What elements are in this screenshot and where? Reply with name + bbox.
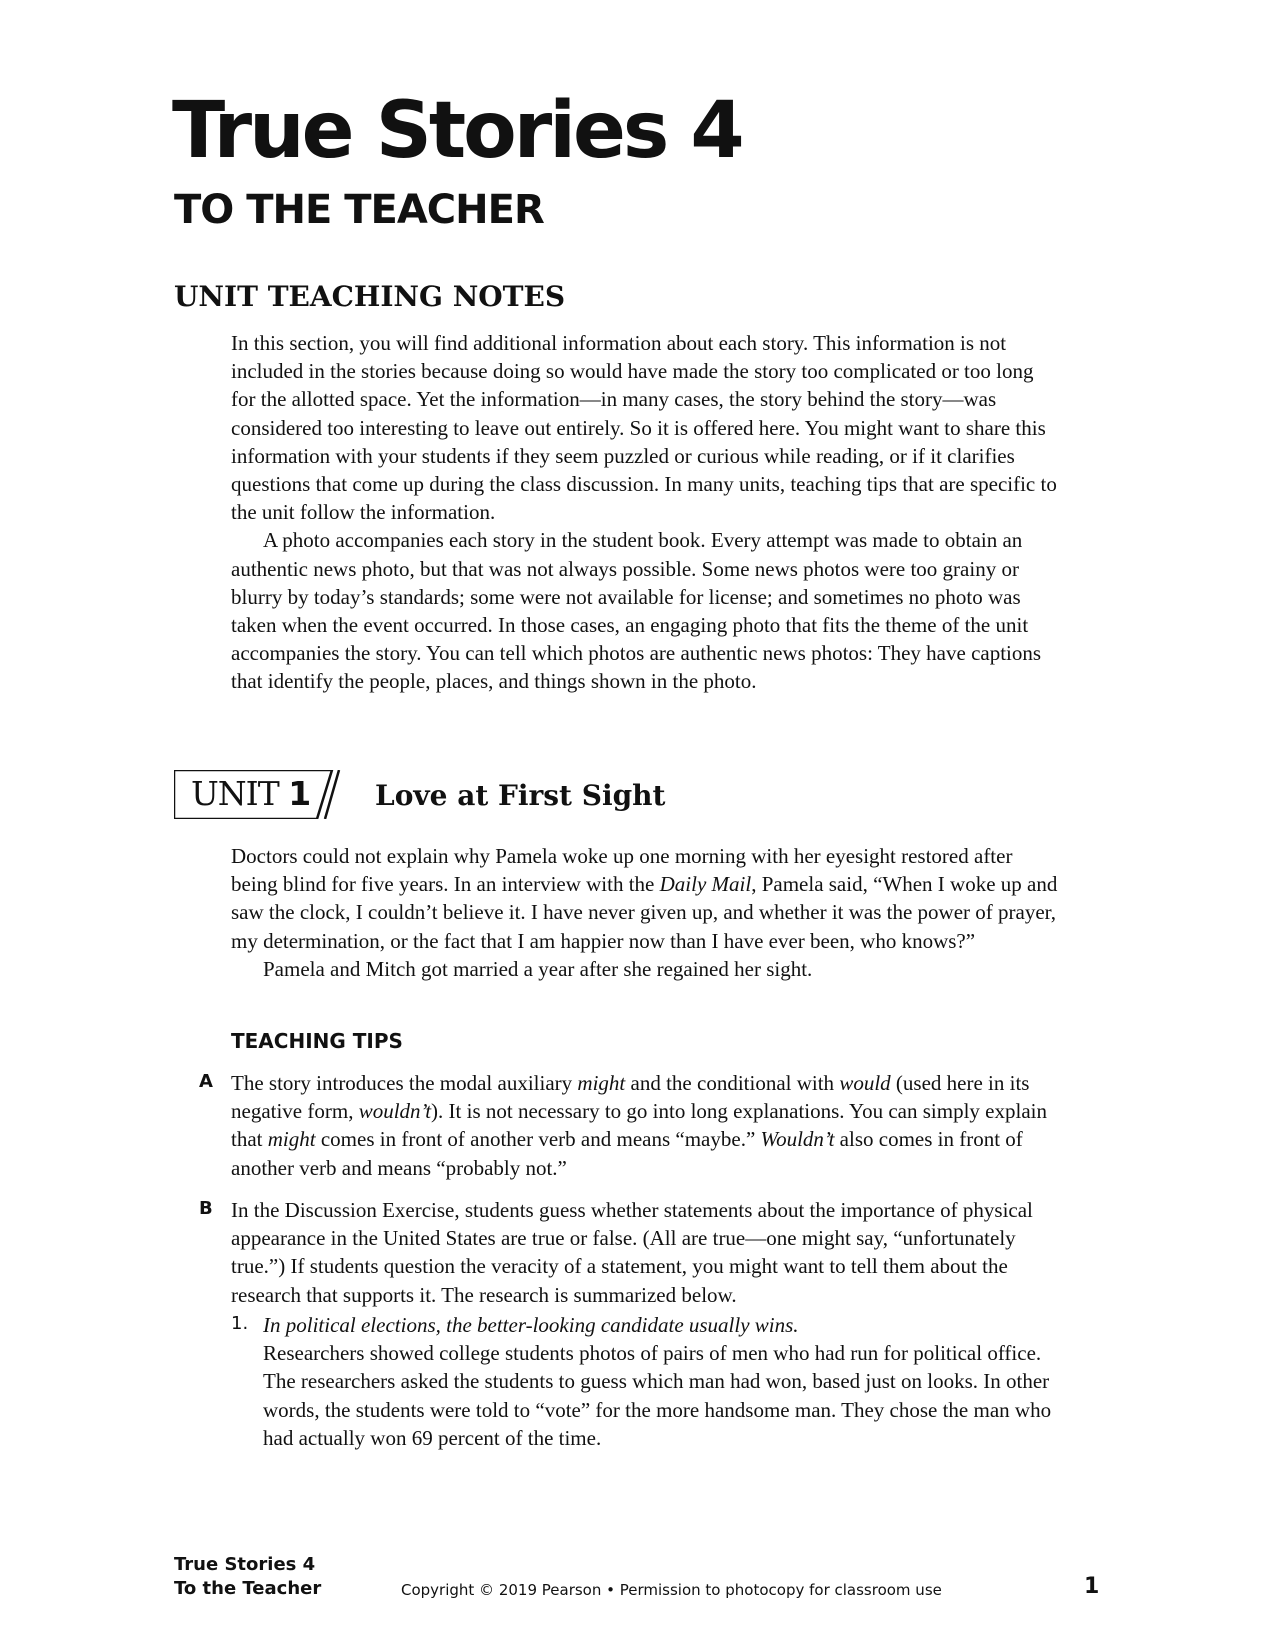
tip-a (199, 1069, 1061, 1182)
tip-a-letter: A (199, 1071, 213, 1092)
unit-paragraph-1 (231, 842, 1061, 955)
tip-b-letter: B (199, 1198, 213, 1219)
unit-label: UNIT (191, 774, 279, 813)
footer-copyright: Copyright © 2019 Pearson • Permission to photocopy for classroom use (401, 1581, 942, 1599)
tip-a-text (231, 1069, 1061, 1182)
intro-paragraph-1: In this section, you will find additional information about each story. This information is not included in the stories because doing so would have made the story too complicated or too long for the allotted space. Yet the information—in many cases, the story behind the story—was considered too interesting to leave out entirely. So it is offered here. You might want to share this information with your students if they seem puzzled or curious while reading, or if it clarifies questions that come up during the class discussion. In many units, teaching tips that are specific to the unit follow the information. (231, 331, 1057, 525)
footer-book-info (174, 1553, 321, 1601)
tip-a-i2: would (839, 1071, 891, 1095)
tip-a-t3: (used here in its negative form, (231, 1071, 1030, 1124)
unit-text (231, 842, 1061, 983)
research-item-detail: Researchers showed college students photos of pairs of men who had run for political office. The researchers asked the students to guess which man had won, based just on looks. In other words, the students were told to “vote” for the more handsome man. They chose the man who had actually won 69 percent of the time. (263, 1341, 1052, 1450)
page-subtitle: TO THE TEACHER (174, 187, 544, 233)
tip-a-t6: also comes in front of another verb and means “probably not.” (231, 1127, 1023, 1180)
book-title: True Stories 4 (172, 86, 742, 176)
tip-b-text: In the Discussion Exercise, students guess whether statements about the importance of physical appearance in the United States are true or false. (All are true—one might say, “unfortunately true.”) If students question the veracity of a statement, you might want to tell them about the research that supports it. The research is summarized below. (231, 1198, 1033, 1307)
section-heading: UNIT TEACHING NOTES (174, 280, 566, 313)
unit-p1-before: Doctors could not explain why Pamela woke up one morning with her eyesight restored after being blind for five years. In an interview with the (231, 844, 1013, 897)
unit-title: Love at First Sight (375, 779, 666, 812)
tip-a-i3: wouldn’t (358, 1099, 432, 1124)
footer-section-name: To the Teacher (174, 1578, 322, 1599)
unit-p1-italic: Daily Mail (659, 872, 752, 897)
teaching-tips-heading: TEACHING TIPS (231, 1029, 403, 1053)
tip-a-t1: The story introduces the modal auxiliary (231, 1071, 578, 1095)
intro-paragraph-2: A photo accompanies each story in the student book. Every attempt was made to obtain an authentic news photo, but that was not always possible. Some news photos were too grainy or blurry by today’s standards; some were not available for license; and sometimes no photo was taken when the event occurred. In those cases, an engaging photo that fits the theme of the unit accompanies the story. You can tell which photos are authentic news photos: They have captions that identify the people, places, and things shown in the photo. (231, 528, 1042, 694)
page-number: 1 (1084, 1574, 1100, 1599)
unit-label-text (191, 774, 310, 814)
tip-a-i1: might (577, 1071, 626, 1095)
tip-b (199, 1196, 1061, 1309)
tip-a-i4: might (267, 1127, 316, 1152)
footer-book-title: True Stories 4 (174, 1554, 316, 1575)
tip-a-i5: Wouldn’t (760, 1127, 835, 1152)
tip-a-t5: comes in front of another verb and means “maybe.” (315, 1127, 761, 1152)
unit-number: 1 (288, 774, 311, 813)
intro-text (231, 329, 1061, 696)
research-item-statement-text: In political elections, the better-looking candidate usually wins. (263, 1313, 799, 1337)
research-item-number: 1. (231, 1313, 249, 1334)
tip-a-t2: and the conditional with (625, 1071, 840, 1095)
tip-a-t4: ). It is not necessary to go into long explanations. You can simply explain that (231, 1099, 1047, 1152)
research-item-statement (263, 1311, 1061, 1339)
unit-p1-after: , Pamela said, “When I woke up and saw the clock, I couldn’t believe it. I have never given up, and whether it was the power of prayer, my determination, or the fact that I am happier now than I have ever been, who knows?” (231, 872, 1058, 953)
unit-paragraph-2: Pamela and Mitch got married a year after she regained her sight. (263, 956, 813, 981)
unit-badge (174, 770, 345, 819)
research-item-1 (231, 1311, 1061, 1452)
